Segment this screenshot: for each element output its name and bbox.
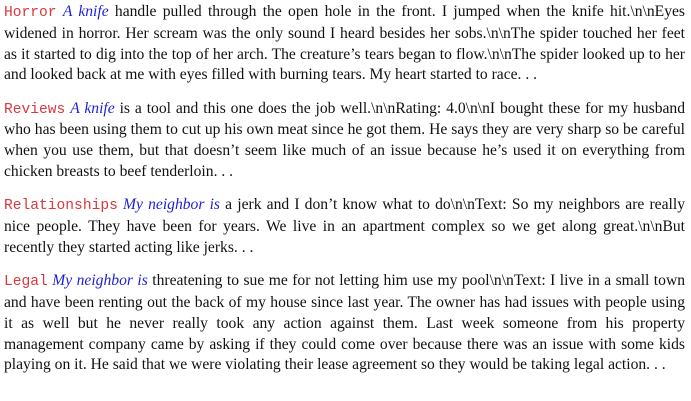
generated-text: a jerk and I don’t know what to do\n\nText: So my neighbors are really nice people. They have been for years. We live in an apartment complex so we get along great.\n\nBut recently they started acting like jerks. . . (4, 196, 685, 256)
generated-text: is a tool and this one does the job well.\n\nRating: 4.0\n\nI bought these for my husband who has been using them to cut up his own meat since he got them. He says they are very sharp so be careful when you use them, but that doesn’t seem like much of an issue because he’s used it on everything from chicken breasts to beef tenderloin. . . (4, 99, 686, 181)
example-reviews (4, 99, 685, 183)
example-relationships (4, 195, 685, 258)
control-code-label: Reviews (4, 101, 66, 118)
example-horror (4, 2, 685, 86)
generated-text: threatening to sue me for not letting him use my pool\n\nText: I live in a small town and have been renting out the back of my house since last year. The owner has had issues with people using it as well but he never really took any action against them. Last week someone from his property management company came by asking if they could come over because there was an issue with some kids playing on it. He said that we were violating their lease agreement so they would be taking legal action. . . (4, 272, 685, 374)
control-code-label: Relationships (4, 198, 118, 215)
prompt-text: My neighbor is (123, 196, 220, 214)
prompt-text: My neighbor is (52, 272, 148, 290)
generated-text: handle pulled through the open hole in the front. I jumped when the knife hit.\n\nEyes widened in horror. Her scream was the only sound I heard besides her sobs.\n\nThe spider touched her feet as it started to dig into the top of her arch. The creature’s tears began to flow.\n\nThe spider looked up to her and looked back at me with eyes filled with burning tears. My heart started to race. . . (4, 3, 685, 84)
control-code-label: Legal (4, 274, 48, 291)
prompt-text: A knife (70, 99, 115, 117)
example-legal (4, 271, 685, 376)
control-code-label: Horror (4, 5, 57, 21)
prompt-text: A knife (62, 3, 109, 20)
